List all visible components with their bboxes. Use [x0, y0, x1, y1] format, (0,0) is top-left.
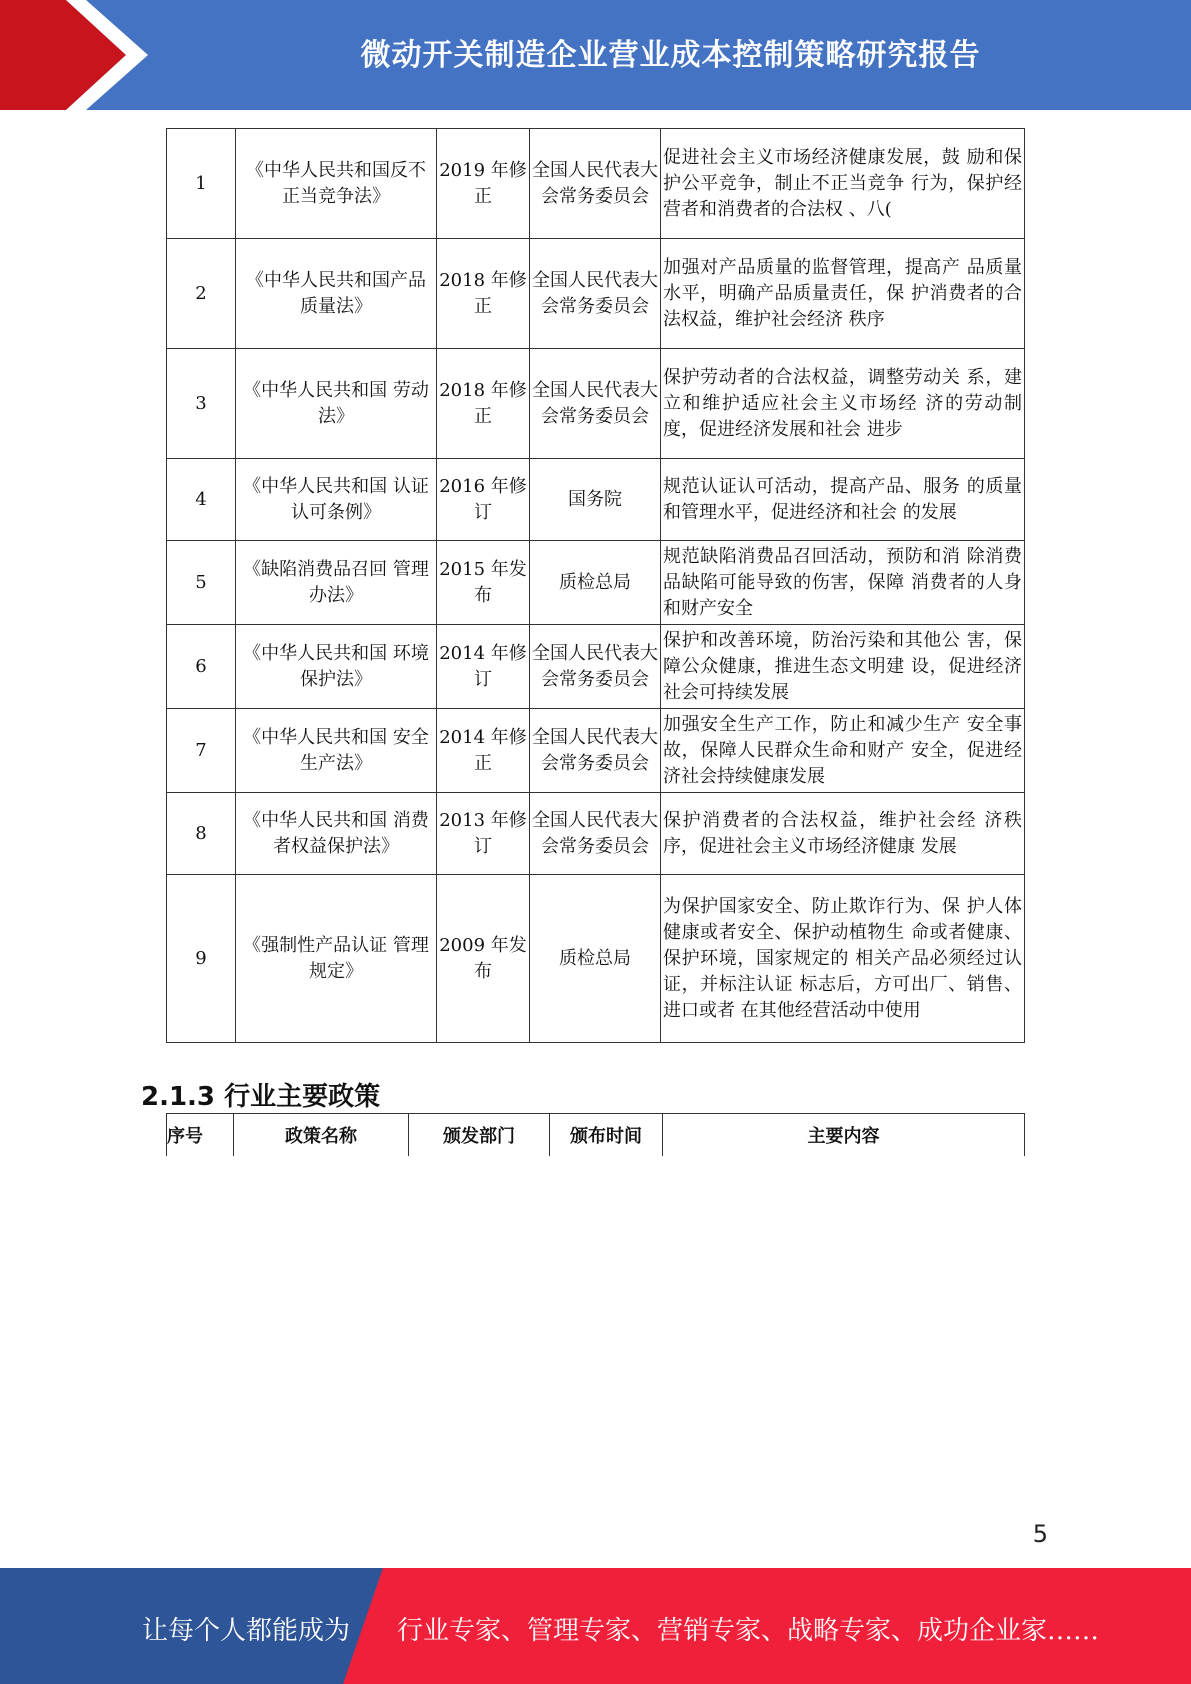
law-issuer: 国务院: [530, 459, 661, 541]
law-year: 2014 年修正: [437, 709, 530, 793]
law-number: 4: [167, 459, 236, 541]
law-issuer: 全国人民代表大会常务委员会: [530, 625, 661, 709]
table-row: [167, 709, 1025, 793]
law-name: 《中华人民共和国 劳动法》: [236, 349, 437, 459]
law-number: 3: [167, 349, 236, 459]
law-content: 规范认证认可活动，提高产品、服务 的质量和管理水平，促进经济和社会 的发展: [661, 459, 1025, 541]
law-year: 2016 年修订: [437, 459, 530, 541]
table-row: [167, 793, 1025, 875]
law-year: 2018 年修正: [437, 349, 530, 459]
footer-slogan-left: 让每个人都能成为: [142, 1616, 351, 1646]
law-year: 2013 年修订: [437, 793, 530, 875]
policy-header-row: [167, 1114, 1025, 1157]
page-header: [0, 0, 1191, 110]
law-content: 保护和改善环境，防治污染和其他公 害，保障公众健康，推进生态文明建 设，促进经济社会可持续发展: [661, 625, 1025, 709]
law-issuer: 全国人民代表大会常务委员会: [530, 239, 661, 349]
table-row: [167, 129, 1025, 239]
law-number: 5: [167, 541, 236, 625]
law-name: 《中华人民共和国 环境保护法》: [236, 625, 437, 709]
law-year: 2018 年修正: [437, 239, 530, 349]
header-arrow-graphic: [0, 0, 160, 110]
law-name: 《中华人民共和国 安全生产法》: [236, 709, 437, 793]
law-content: 保护劳动者的合法权益，调整劳动关 系，建立和维护适应社会主义市场经 济的劳动制度，促进经济发展和社会 进步: [661, 349, 1025, 459]
footer-slogan-right: 行业专家、管理专家、营销专家、战略专家、成功企业家……: [397, 1616, 1100, 1646]
law-content: 规范缺陷消费品召回活动，预防和消 除消费品缺陷可能导致的伤害，保障 消费者的人身和财产安全: [661, 541, 1025, 625]
law-issuer: 质检总局: [530, 541, 661, 625]
law-year: 2014 年修订: [437, 625, 530, 709]
law-number: 1: [167, 129, 236, 239]
law-name: 《中华人民共和国 消费者权益保护法》: [236, 793, 437, 875]
table-row: [167, 239, 1025, 349]
law-number: 8: [167, 793, 236, 875]
page-footer: [0, 1568, 1191, 1684]
law-name: 《中华人民共和国产品质量法》: [236, 239, 437, 349]
law-issuer: 质检总局: [530, 875, 661, 1043]
law-content: 加强安全生产工作，防止和减少生产 安全事故，保障人民群众生命和财产 安全，促进经济社会持续健康发展: [661, 709, 1025, 793]
table-row: [167, 625, 1025, 709]
law-issuer: 全国人民代表大会常务委员会: [530, 349, 661, 459]
law-name: 《中华人民共和国 认证认可条例》: [236, 459, 437, 541]
header-cell-content: 主要内容: [663, 1114, 1025, 1157]
report-title: 微动开关制造企业营业成本控制策略研究报告: [360, 38, 981, 73]
header-cell-dept: 颁发部门: [409, 1114, 550, 1157]
table-row: [167, 541, 1025, 625]
policy-table: [166, 1113, 1025, 1156]
law-number: 6: [167, 625, 236, 709]
section-title: 2.1.3 行业主要政策: [141, 1082, 381, 1112]
law-year: 2009 年发布: [437, 875, 530, 1043]
law-content: 促进社会主义市场经济健康发展，鼓 励和保护公平竞争，制止不正当竞争 行为，保护经营者和消费者的合法权 、八(: [661, 129, 1025, 239]
table-row: [167, 349, 1025, 459]
law-issuer: 全国人民代表大会常务委员会: [530, 709, 661, 793]
law-content: 保护消费者的合法权益，维护社会经 济秩序，促进社会主义市场经济健康 发展: [661, 793, 1025, 875]
law-content: 为保护国家安全、防止欺诈行为、保 护人体健康或者安全、保护动植物生 命或者健康、保护环境，国家规定的 相关产品必须经过认证，并标注认证 标志后，方可出厂、销售、进口或者 在其他经营活动中使用: [661, 875, 1025, 1043]
law-year: 2019 年修正: [437, 129, 530, 239]
law-name: 《强制性产品认证 管理规定》: [236, 875, 437, 1043]
law-name: 《中华人民共和国反不正当竞争法》: [236, 129, 437, 239]
law-number: 2: [167, 239, 236, 349]
table-row: [167, 459, 1025, 541]
law-issuer: 全国人民代表大会常务委员会: [530, 129, 661, 239]
laws-table: [166, 128, 1025, 1043]
law-issuer: 全国人民代表大会常务委员会: [530, 793, 661, 875]
header-cell-date: 颁布时间: [550, 1114, 663, 1157]
law-name: 《缺陷消费品召回 管理办法》: [236, 541, 437, 625]
law-year: 2015 年发布: [437, 541, 530, 625]
law-content: 加强对产品质量的监督管理，提高产 品质量水平，明确产品质量责任，保 护消费者的合法权益，维护社会经济 秩序: [661, 239, 1025, 349]
table-row: [167, 875, 1025, 1043]
page-number: 5: [1032, 1520, 1048, 1548]
header-cell-name: 政策名称: [234, 1114, 409, 1157]
law-number: 9: [167, 875, 236, 1043]
header-cell-no: 序号: [167, 1114, 234, 1157]
law-number: 7: [167, 709, 236, 793]
